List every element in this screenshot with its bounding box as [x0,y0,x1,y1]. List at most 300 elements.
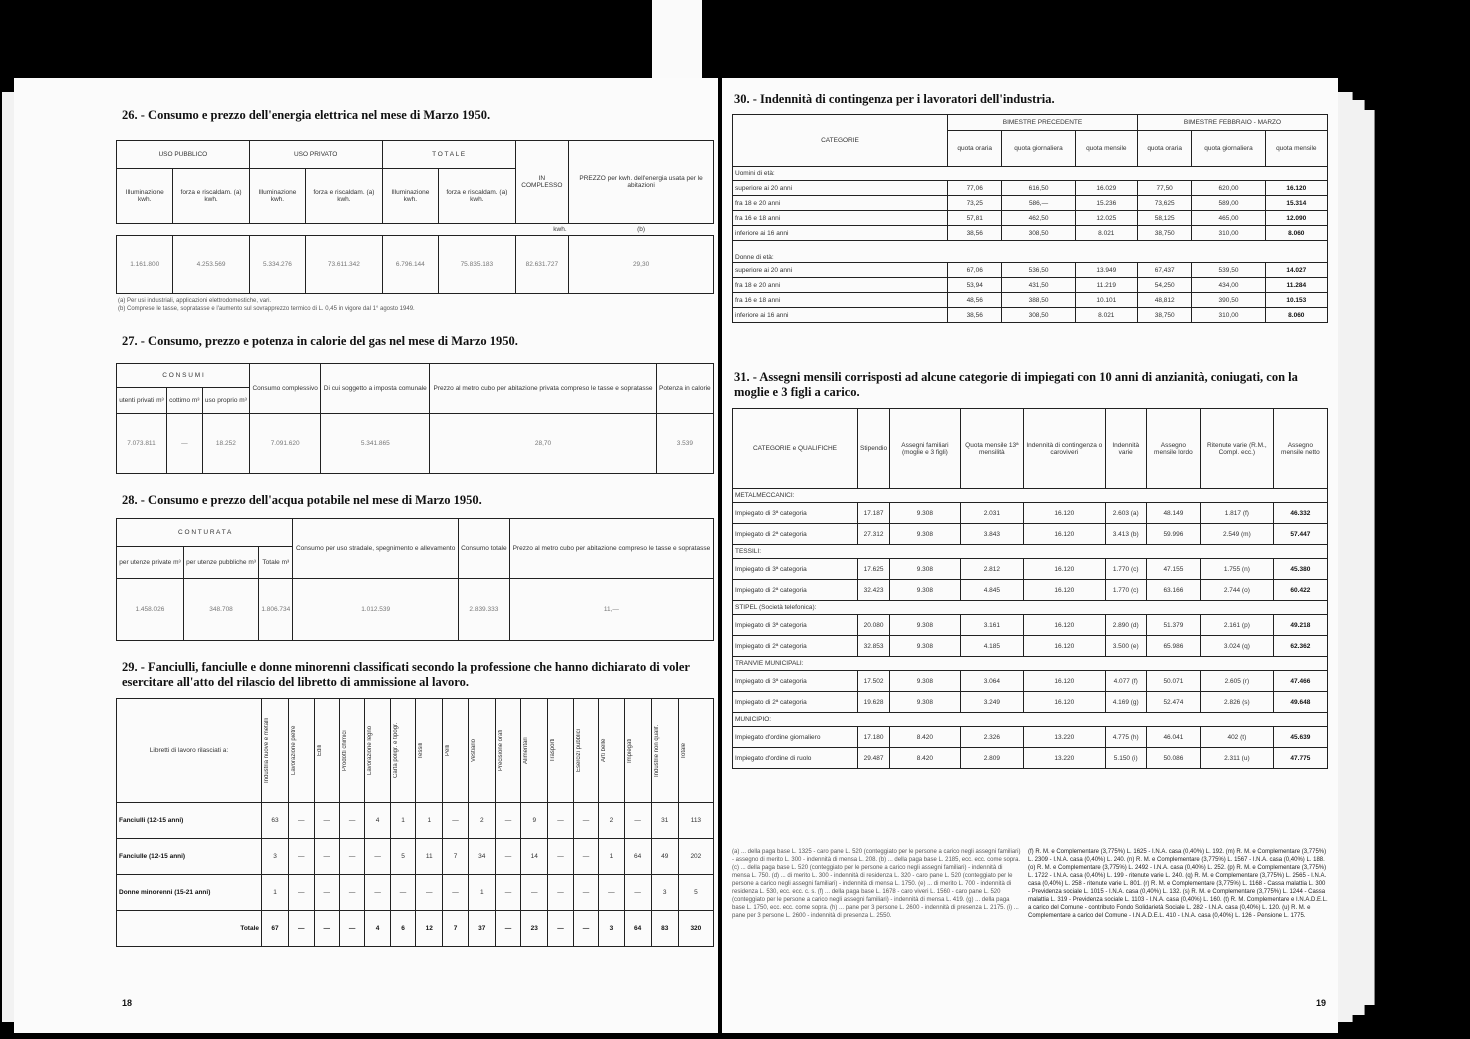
t30-sub: quota giornaliera [1002,131,1075,167]
t27-value: 7.073.811 [117,414,167,474]
t31-cell: 49.648 [1273,692,1327,713]
t29-cell: — [624,875,651,911]
t31-cell: 2.809 [960,748,1023,769]
t30-cell: 8.060 [1265,308,1327,323]
t29-cell: 5 [678,875,713,911]
t31-row-label: Impiegato di 3ª categoria [733,615,858,636]
t31-cell: 1.817 (f) [1200,503,1273,524]
t26-h-complesso: IN COMPLESSO [515,141,569,224]
t29-total: 23 [521,911,548,947]
t29-total: 320 [678,911,713,947]
t31-cell: 9.308 [890,580,961,601]
t31-cell: 3.500 (e) [1105,636,1146,657]
t30-h-prec: BIMESTRE PRECEDENTE [948,115,1138,131]
t27-value: 5.341.865 [321,414,430,474]
t31-group: METALMECCANICI: [733,489,1328,503]
t31-cell: 2.826 (s) [1200,692,1273,713]
t31-cell: 60.422 [1273,580,1327,601]
t26-value: 6.796.144 [382,236,438,294]
t29-cell: 3 [262,839,289,875]
t30-cell: 16.120 [1265,181,1327,196]
t26-value: 1.161.800 [117,236,173,294]
t26-title: 26. - Consumo e prezzo dell'energia elettrica nel mese di Marzo 1950. [122,108,491,122]
t31-col: Ritenute varie (R.M., Compl. ecc.) [1200,409,1273,489]
t29-cell: — [314,803,339,839]
t29-cell: — [573,875,598,911]
t31-row-label: Impiegato di 3ª categoria [733,559,858,580]
t28-h-prezzo: Prezzo al metro cubo per abitazione compreso le tasse e sopratasse [509,519,713,579]
t28-h-stradale: Consumo per uso stradale, spegnimento e allevamento [293,519,459,579]
t30-cell: 586,— [1002,196,1075,211]
t29-cell: — [339,875,364,911]
t29-total: 37 [468,911,495,947]
t31-cell: 2.744 (o) [1200,580,1273,601]
t30-cell: 13.949 [1075,263,1137,278]
t28-value: 348.708 [183,579,258,641]
t27-table [116,363,714,474]
t31-cell: 9.308 [890,692,961,713]
t31-cell: 16.120 [1023,559,1105,580]
t26-sub: Illuminazione kwh. [249,169,305,224]
t28-value: 1.012.539 [293,579,459,641]
t31-cell: 9.308 [890,671,961,692]
page-number-right: 19 [1316,998,1327,1008]
t31-cell: 16.120 [1023,615,1105,636]
t27-title: 27. - Consumo, prezzo e potenza in calorie del gas nel mese di Marzo 1950. [122,334,518,348]
t31-notes-left: (a) ... della paga base L. 1325 - caro pane L. 520 (conteggiato per le persone a carico negli assegni familiari) - assegno di merito L. 300 - indennità di mensa L. 208. (b) ... della paga base L. 2185, ecc. ecc. come sopra. (c) ... della paga base L. 520 (conteggiato per le persone a carico negli assegni familiari) - indennità di mensa L. 750. (d) ... di merito L. 300 - indennità di residenza L. 320 - caro pane L. 520 (conteggiato per le persone a carico negli assegni familiari) - indennità di mensa L. 1750. (e) ... di merito L. 700 - indennità di residenza L. 530, ecc. ecc. c. s. (f) ... della paga base L. 1678 - caro viveri L. 1560 - caro pane L. 520 (conteggiato per le persone a carico negli assegni familiari) - indennità di mensa L. 419. (g) ... della paga base L. 1750, ecc. ecc. come sopra. (h) ... pane per 3 persone L. 2600 - indennità di presenza L. 2175. (i) ... pane per 3 persone L. 2600 - indennità di presenza L. 2550. [732,849,1021,919]
t29-cell: — [573,803,598,839]
t31-cell: 9.308 [890,503,961,524]
t26-sub: Illuminazione kwh. [117,169,173,224]
t26-sub: (b) [637,226,646,233]
t29-cell: — [314,875,339,911]
t31-cell: 9.308 [890,615,961,636]
t31-cell: 3.024 (q) [1200,636,1273,657]
t31-cell: 1.755 (n) [1200,559,1273,580]
t31-cell: 16.120 [1023,692,1105,713]
t26-note-a: (a) Per usi industriali, applicazioni elettrodomestiche, vari. [118,298,272,304]
t31-cell: 3.843 [960,524,1023,545]
t29-cell: — [624,803,651,839]
t30-cell: 16.029 [1075,181,1137,196]
t31-cell: 2.161 (p) [1200,615,1273,636]
t31-col: Stipendio [858,409,890,489]
book-edge-right-3 [1364,110,1375,1005]
t31-cell: 27.312 [858,524,890,545]
t31-cell: 17.502 [858,671,890,692]
t29-cell: 34 [468,839,495,875]
t27-value: 28,70 [430,414,656,474]
t29-total: 6 [390,911,415,947]
t30-row-label: fra 18 e 20 anni [733,278,948,293]
t29-total: 12 [416,911,443,947]
t31-cell: 4.775 (h) [1105,727,1146,748]
t31-cell: 49.218 [1273,615,1327,636]
t31-row-label: Impiegato d'ordine di ruolo [733,748,858,769]
t31-cell: 32.423 [858,580,890,601]
t29-total: 67 [262,911,289,947]
t31-col: Assegno mensile lordo [1146,409,1200,489]
t29-cell: 113 [678,803,713,839]
t31-cell: 3.064 [960,671,1023,692]
t27-value: 3.539 [656,414,713,474]
t26-sub: forza e riscaldam. (a) kwh. [173,169,249,224]
left-page [14,78,718,1033]
t26-note-b: (b) Comprese le tasse, sopratasse e l'aumento sul sovrapprezzo termico di L. 0,45 in vigore dal 1° agosto 1949. [118,306,415,312]
t29-cell: — [599,875,624,911]
t29-title: 29. - Fanciulli, fanciulle e donne minorenni classificati secondo la professione che hanno dichiarato di voler esercitare all'atto del rilascio del libretto di ammissione al lavoro. [122,660,690,689]
t29-row-header: Libretti di lavoro rilasciati a: [117,699,262,803]
t31-cell: 4.169 (g) [1105,692,1146,713]
t31-cell: 46.041 [1146,727,1200,748]
t28-h-totale: Consumo totale [458,519,509,579]
t30-cell: 77,50 [1137,181,1191,196]
t30-cell: 12.025 [1075,211,1137,226]
t31-cell: 17.187 [858,503,890,524]
t29-total: 83 [651,911,678,947]
t30-cell: 15.236 [1075,196,1137,211]
t31-cell: 65.986 [1146,636,1200,657]
t31-cell: 2.605 (r) [1200,671,1273,692]
t29-cell: 64 [624,839,651,875]
t29-col: Industria nuove e metalli [264,717,270,784]
page-number-left: 18 [122,998,133,1008]
t29-total: — [339,911,364,947]
t30-cell: 11.219 [1075,278,1137,293]
t26-value: 73.611.342 [306,236,382,294]
t29-cell: — [289,803,314,839]
t29-total: — [495,911,520,947]
t31-title: 31. - Assegni mensili corrisposti ad alcune categorie di impiegati con 10 anni di anzianità, coniugati, con la moglie e 3 figli a carico. [734,370,1298,399]
t29-cell: 2 [599,803,624,839]
t26-h-totale: T O T A L E [382,141,515,169]
t26-value: 82.631.727 [515,236,569,294]
t29-table [116,698,714,947]
t30-sub: quota mensile [1265,131,1327,167]
t29-total: — [289,911,314,947]
t29-col: Edili [316,744,323,757]
t31-row-label: Impiegato di 3ª categoria [733,503,858,524]
t31-cell: 32.853 [858,636,890,657]
t31-cell: 59.996 [1146,524,1200,545]
t27-h-consumi: C O N S U M I [117,364,250,388]
t31-cell: 48.149 [1146,503,1200,524]
t26-table [116,140,714,294]
t29-col: Vestiario [470,739,477,763]
t31-cell: 4.185 [960,636,1023,657]
t29-cell: — [365,875,390,911]
t31-cell: 3.161 [960,615,1023,636]
t29-col: Esercizi pubblici [575,728,582,773]
t28-sub: per utenze private m³ [117,547,184,579]
t31-cell: 17.625 [858,559,890,580]
t29-cell: — [495,803,520,839]
t31-cell: 45.639 [1273,727,1327,748]
t29-col: Carta poligr. e tipogr. [392,722,399,779]
t29-cell: 11 [416,839,443,875]
t27-h-potenza: Potenza in calorie [656,364,713,414]
t31-row-label: Impiegato di 3ª categoria [733,671,858,692]
t31-col: CATEGORIE e QUALIFICHE [733,409,858,489]
t31-cell: 9.308 [890,559,961,580]
t31-cell: 4.845 [960,580,1023,601]
t31-cell: 50.071 [1146,671,1200,692]
t30-cell: 539,50 [1192,263,1265,278]
t27-h-complessivo: Consumo complessivo [250,364,321,414]
t29-cell: 4 [365,803,390,839]
t29-cell: 49 [651,839,678,875]
t31-cell: 2.603 (a) [1105,503,1146,524]
t29-cell: 31 [651,803,678,839]
t30-cell: 57,81 [948,211,1002,226]
t29-total: 4 [365,911,390,947]
t29-col: Alimentari [523,737,530,764]
t27-h-prezzo: Prezzo al metro cubo per abitazione privata compreso le tasse e sopratasse [430,364,656,414]
t31-group: MUNICIPIO: [733,713,1328,727]
t26-sub: kwh. [553,226,567,233]
t29-cell: — [495,839,520,875]
t28-table [116,518,714,641]
t26-sub: forza e riscaldam. (a) kwh. [439,169,516,224]
t29-cell: 1 [416,803,443,839]
t31-group: TESSILI: [733,545,1328,559]
t31-col: Quota mensile 13ª mensilità [960,409,1023,489]
t28-value: 2.839.333 [458,579,509,641]
t31-cell: 8.420 [890,748,961,769]
t31-cell: 1.770 (c) [1105,580,1146,601]
t30-row-label: inferiore ai 16 anni [733,308,948,323]
t31-cell: 2.326 [960,727,1023,748]
t30-row-label: inferiore ai 16 anni [733,226,948,241]
t29-cell: — [548,875,573,911]
t30-cell: 434,00 [1192,278,1265,293]
t30-cell: 388,50 [1002,293,1075,308]
t30-sub: quota mensile [1075,131,1137,167]
t30-cell: 8.060 [1265,226,1327,241]
t31-cell: 9.308 [890,636,961,657]
t29-cell: — [548,839,573,875]
t26-h-prezzo: PREZZO per kwh. dell'energia usata per le abitazioni [569,141,714,224]
t29-row-label: Fanciulle (12-15 anni) [117,839,262,875]
t26-value: 4.253.569 [173,236,249,294]
t29-cell: — [339,839,364,875]
t29-cell: — [521,875,548,911]
t28-sub: per utenze pubbliche m³ [183,547,258,579]
t31-group: TRANVIE MUNICIPALI: [733,657,1328,671]
t29-cell: — [339,803,364,839]
t26-value: 29,30 [569,236,714,294]
t31-cell: 1.770 (c) [1105,559,1146,580]
t28-value: 1.458.026 [117,579,184,641]
t30-cell: 465,00 [1192,211,1265,226]
t29-cell: 14 [521,839,548,875]
t30-group-uomini: Uomini di età: [733,167,1328,181]
t27-value: 7.091.620 [250,414,321,474]
t29-col: Impiegati [626,738,633,763]
t26-h-pubblico: USO PUBBLICO [117,141,250,169]
t29-col: Lavorazione pietre [291,725,298,776]
t29-cell: 5 [390,839,415,875]
t30-cell: 58,125 [1137,211,1191,226]
t31-row-label: Impiegato d'ordine giornaliero [733,727,858,748]
t31-cell: 19.628 [858,692,890,713]
t31-cell: 402 (t) [1200,727,1273,748]
t30-cell: 589,00 [1192,196,1265,211]
t31-notes-right: (f) R. M. e Complementare (3,775%) L. 1625 - I.N.A. casa (0,40%) L. 192. (m) R. M. e Complementare (3,775%) L. 2309 - I.N.A. casa (0,40%) L. 240. (n) R. M. e Complementare (3,775%) L. 1567 - I.N.A. casa (0,40%) L. 188. (o) R. M. e Complementare (3,775%) L. 2492 - I.N.A. casa (0,40%) L. 252. (p) R. M. e Complementare (3,775%) L. 1722 - I.N.A. casa (0,40%) L. 199 - ritenute varie L. 240. (q) R. M. e Complementare (3,775%) L. 2565 - I.N.A. casa (0,40%) L. 258 - ritenute varie L. 801. (r) R. M. e Complementare (3,775%) L. 1168 - Cassa malattia L. 300 - Previdenza sociale L. 1015 - I.N.A. casa (0,40%) L. 132. (s) R. M. e Complementare (3,775%) L. 1244 - Cassa malattia L. 319 - Previdenza sociale L. 1103 - I.N.A. casa (0,40%) L. 160. (t) R. M. Complementare e I.N.A.D.E.L. a carico del Comune - contributo Fondo Solidarietà Sociale L. 282 - I.N.A. casa (0,40%) L. 120. (u) R. M. e Complementare a carico del Comune - I.N.A.D.E.L. 410 - I.N.A. casa (0,40%) L. 126 - Pensione L. 1775. [1028,849,1328,919]
t30-h-categorie: CATEGORIE [733,115,948,167]
t29-cell: 1 [599,839,624,875]
t30-cell: 536,50 [1002,263,1075,278]
t29-cell: — [289,875,314,911]
t30-cell: 12.090 [1265,211,1327,226]
t31-cell: 8.420 [890,727,961,748]
book-edge-right [1338,92,1353,1022]
t27-sub: utenti privati m³ [117,388,167,414]
t30-cell: 48,56 [948,293,1002,308]
t30-sub: quota giornaliera [1192,131,1265,167]
t29-col: Precisione orafi [497,729,504,772]
t30-cell: 15.314 [1265,196,1327,211]
t29-cell: — [365,839,390,875]
t30-cell: 310,00 [1192,308,1265,323]
t31-row-label: Impiegato di 2ª categoria [733,580,858,601]
t29-cell: — [573,839,598,875]
t27-sub: cottimo m³ [166,388,202,414]
t30-cell: 390,50 [1192,293,1265,308]
t30-cell: 38,56 [948,226,1002,241]
t30-h-corr: BIMESTRE FEBBRAIO - MARZO [1137,115,1327,131]
t31-cell: 13.220 [1023,748,1105,769]
t31-row-label: Impiegato di 2ª categoria [733,524,858,545]
t31-cell: 47.775 [1273,748,1327,769]
t29-cell: — [548,803,573,839]
t31-cell: 50.086 [1146,748,1200,769]
t31-cell: 2.890 (d) [1105,615,1146,636]
t30-cell: 620,00 [1192,181,1265,196]
t29-total: — [573,911,598,947]
t30-sub: quota oraria [1137,131,1191,167]
t29-cell: 9 [521,803,548,839]
t29-cell: — [289,839,314,875]
t29-total: 64 [624,911,651,947]
t29-total-label: Totale [117,911,262,947]
t31-group: STIPEL (Società telefonica): [733,601,1328,615]
t30-row-label: superiore ai 20 anni [733,263,948,278]
t29-col: Arti belle [601,738,608,763]
t30-cell: 48,812 [1137,293,1191,308]
t30-cell: 10.101 [1075,293,1137,308]
t29-total: — [548,911,573,947]
t31-cell: 63.166 [1146,580,1200,601]
t31-cell: 57.447 [1273,524,1327,545]
t31-cell: 16.120 [1023,636,1105,657]
t31-cell: 16.120 [1023,671,1105,692]
t29-cell: 2 [468,803,495,839]
t28-title: 28. - Consumo e prezzo dell'acqua potabile nel mese di Marzo 1950. [122,493,482,507]
t29-col: Industrie non qualif. [653,724,660,777]
t30-cell: 14.027 [1265,263,1327,278]
t29-cell: — [390,875,415,911]
t29-cell: — [443,803,468,839]
t31-cell: 46.332 [1273,503,1327,524]
t30-sub: quota oraria [948,131,1002,167]
t31-cell: 4.077 (f) [1105,671,1146,692]
t26-h-privato: USO PRIVATO [249,141,382,169]
t26-sub: forza e riscaldam. (a) kwh. [306,169,382,224]
t29-cell: 202 [678,839,713,875]
t31-cell: 47.155 [1146,559,1200,580]
t31-row-label: Impiegato di 2ª categoria [733,692,858,713]
t31-cell: 16.120 [1023,580,1105,601]
t29-cell: — [416,875,443,911]
t31-cell: 2.549 (m) [1200,524,1273,545]
t31-col: Indennità di contingenza o caroviveri [1023,409,1105,489]
t29-cell: 1 [390,803,415,839]
t28-h-conturata: C O N T U R A T A [117,519,293,547]
t28-value: 11,— [509,579,713,641]
t31-cell: 16.120 [1023,503,1105,524]
t29-total: — [314,911,339,947]
t31-cell: 2.031 [960,503,1023,524]
t30-cell: 67,06 [948,263,1002,278]
t29-cell: 1 [468,875,495,911]
t30-cell: 54,250 [1137,278,1191,293]
t31-cell: 16.120 [1023,524,1105,545]
t30-row-label: fra 18 e 20 anni [733,196,948,211]
t29-cell: — [495,875,520,911]
t28-value: 1.806.734 [259,579,293,641]
t29-row-label: Fanciulli (12-15 anni) [117,803,262,839]
t31-cell: 17.180 [858,727,890,748]
t30-cell: 77,06 [948,181,1002,196]
t30-cell: 310,00 [1192,226,1265,241]
t30-cell: 8.021 [1075,226,1137,241]
t31-cell: 3.249 [960,692,1023,713]
t29-cell: 1 [262,875,289,911]
t30-group-donne: Donne di età: [733,241,1328,263]
t30-cell: 11.284 [1265,278,1327,293]
t31-col: Assegni familiari (moglie e 3 figli) [890,409,961,489]
t29-cell: — [314,839,339,875]
t30-cell: 308,50 [1002,226,1075,241]
t31-cell: 52.474 [1146,692,1200,713]
paper-tab [652,0,702,78]
t30-cell: 462,50 [1002,211,1075,226]
t31-cell: 20.080 [858,615,890,636]
t30-cell: 616,50 [1002,181,1075,196]
right-page [722,78,1338,1033]
t30-row-label: fra 16 e 18 anni [733,211,948,226]
t29-cell: 63 [262,803,289,839]
t31-cell: 5.150 (i) [1105,748,1146,769]
t30-table [732,114,1328,323]
t29-cell: 3 [651,875,678,911]
t28-sub: Totale m³ [259,547,293,579]
t29-cell: 7 [443,839,468,875]
t30-cell: 53,94 [948,278,1002,293]
t29-col: Tessili [418,742,425,759]
t29-col: Trasporti [550,738,557,763]
t31-cell: 13.220 [1023,727,1105,748]
t29-row-label: Donne minorenni (15-21 anni) [117,875,262,911]
t30-cell: 73,25 [948,196,1002,211]
t30-row-label: fra 16 e 18 anni [733,293,948,308]
t26-value: 5.334.276 [249,236,305,294]
t30-title: 30. - Indennità di contingenza per i lavoratori dell'industria. [734,92,1055,106]
t29-col: Lavorazione legno [367,725,374,776]
t27-sub: uso proprio m³ [202,388,249,414]
t30-cell: 38,750 [1137,308,1191,323]
